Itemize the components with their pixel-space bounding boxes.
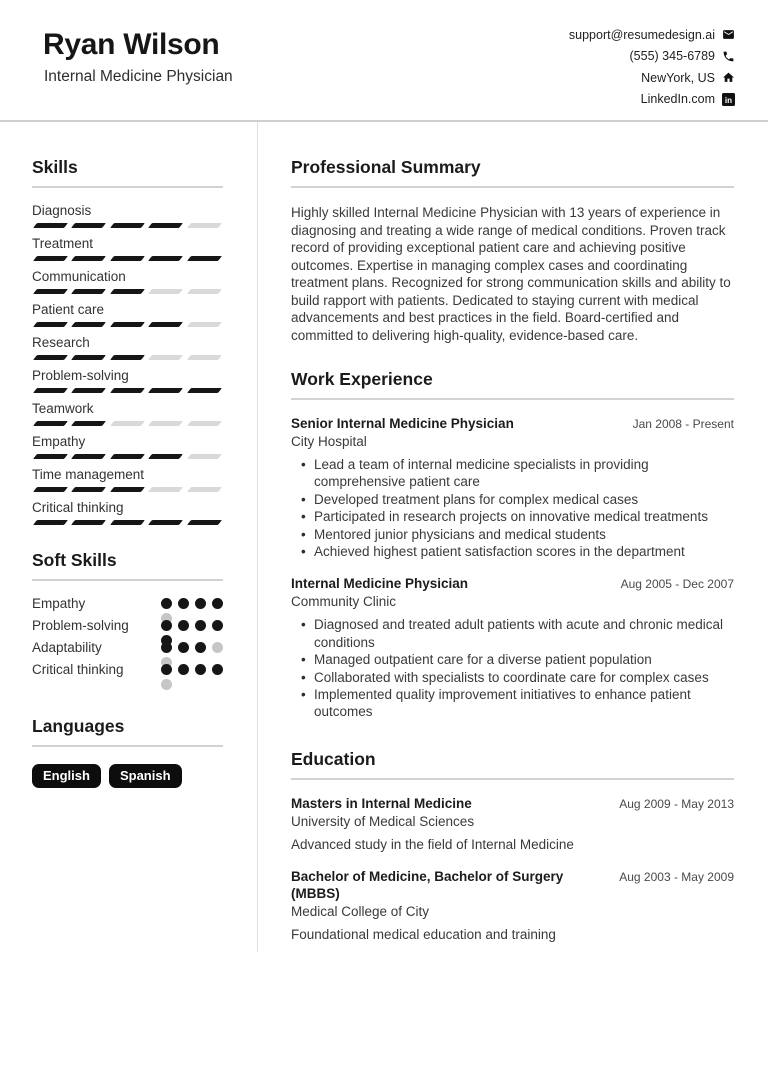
experience-section xyxy=(291,370,734,721)
skill-bar-segment xyxy=(110,256,145,261)
skill-bar-segment xyxy=(110,388,145,393)
soft-skill-dot xyxy=(178,664,189,675)
skill-label: Empathy xyxy=(32,434,86,449)
skill-bar-segment xyxy=(110,487,145,492)
skill-label: Teamwork xyxy=(32,401,94,416)
languages-section xyxy=(32,717,223,788)
skill-bar-segment xyxy=(187,454,222,459)
skill-bar-segment xyxy=(110,322,145,327)
soft-skill-row xyxy=(32,661,223,683)
soft-skill-dot xyxy=(212,664,223,675)
contact-info xyxy=(569,24,735,110)
soft-skills-heading: Soft Skills xyxy=(32,550,117,570)
skill-label: Research xyxy=(32,335,90,350)
skill-bar-segment xyxy=(33,487,68,492)
job-bullet xyxy=(291,651,734,668)
soft-skill-label: Critical thinking xyxy=(32,662,124,677)
soft-skills-list xyxy=(32,595,223,683)
skill-bar-segment xyxy=(148,487,183,492)
job-bullet xyxy=(291,456,734,491)
skill-bar-segment xyxy=(110,355,145,360)
skill-bar-segment xyxy=(148,421,183,426)
skill-bar-segment xyxy=(71,256,106,261)
skill-bar-segment xyxy=(187,322,222,327)
skill-bar-segment xyxy=(187,520,222,525)
sidebar xyxy=(0,122,258,952)
languages-heading: Languages xyxy=(32,716,125,736)
skill-bar-segment xyxy=(148,520,183,525)
skill-label: Diagnosis xyxy=(32,203,92,218)
content-columns xyxy=(0,122,768,952)
summary-text: Highly skilled Internal Medicine Physician with 13 years of experience in diagnosing and treating a wide range of medical conditions. Proven track record of providing exceptional patient care and achieving positive outcomes. Expertise in managing complex cases and coordinating treatment plans. Recognized for strong communication skills and ability to build rapport with patients. Dedicated to staying current with medical advancements and best practices in the field. Board-certified and committed to delivering high-quality, evidence-based care. xyxy=(291,205,731,343)
soft-skill-label: Problem-solving xyxy=(32,618,129,633)
job-bullet-text: • Achieved highest patient satisfaction scores in the department xyxy=(314,544,685,560)
skill-bar-segment xyxy=(33,322,68,327)
job-entry xyxy=(291,575,734,720)
skill-bar-segment xyxy=(33,520,68,525)
soft-skill-dot xyxy=(178,642,189,653)
soft-skill-row xyxy=(32,617,223,639)
job-bullet-text: • Implemented quality improvement initiatives to enhance patient outcomes xyxy=(314,687,691,720)
degree-dates: Aug 2003 - May 2009 xyxy=(619,869,734,884)
skill-item xyxy=(32,335,223,360)
skill-item xyxy=(32,203,223,228)
skill-item xyxy=(32,401,223,426)
section-divider xyxy=(291,398,734,400)
section-divider xyxy=(291,186,734,188)
job-bullet xyxy=(291,491,734,508)
skill-bar-segment xyxy=(148,355,183,360)
soft-skill-dot xyxy=(161,598,172,609)
contact-text: support@resumedesign.ai xyxy=(568,27,715,42)
job-list xyxy=(291,415,734,721)
degree-entry xyxy=(291,795,734,853)
soft-skill-dot xyxy=(161,679,172,690)
resume-header xyxy=(0,0,768,122)
skill-bar xyxy=(32,355,223,360)
job-title: Internal Medicine Physician xyxy=(291,576,469,592)
job-bullet xyxy=(291,616,734,651)
job-bullet xyxy=(291,543,734,560)
skill-item xyxy=(32,434,223,459)
degree-header xyxy=(291,795,734,812)
skill-bar-segment xyxy=(148,322,183,327)
language-pill: Spanish xyxy=(109,764,182,788)
job-header xyxy=(291,415,734,432)
section-divider xyxy=(32,745,223,747)
soft-skill-dot xyxy=(195,664,206,675)
degree-description: Foundational medical education and training xyxy=(291,926,556,942)
skill-bar-segment xyxy=(187,223,222,228)
skill-item xyxy=(32,269,223,294)
skills-list xyxy=(32,203,223,525)
envelope-icon xyxy=(722,28,735,41)
skill-bar-segment xyxy=(110,520,145,525)
skill-bar-segment xyxy=(33,223,68,228)
job-dates: Jan 2008 - Present xyxy=(632,417,734,431)
degree-entry xyxy=(291,868,734,943)
skill-label: Patient care xyxy=(32,302,105,317)
contact-text: LinkedIn.com xyxy=(640,92,715,107)
degree-description: Advanced study in the field of Internal Medicine xyxy=(291,836,574,852)
candidate-job-title: Internal Medicine Physician xyxy=(44,68,233,85)
soft-skill-dot xyxy=(195,620,206,631)
job-bullet xyxy=(291,526,734,543)
contact-text: (555) 345-6789 xyxy=(629,49,715,64)
soft-skill-dot xyxy=(212,642,223,653)
skill-bar-segment xyxy=(187,421,222,426)
job-bullet-text: • Lead a team of internal medicine specialists in providing comprehensive patient care xyxy=(314,457,649,490)
job-dates: Aug 2005 - Dec 2007 xyxy=(620,577,734,592)
skill-bar-segment xyxy=(33,355,68,360)
skill-bar-segment xyxy=(110,223,145,228)
soft-skill-row xyxy=(32,639,223,661)
job-bullet-text: • Collaborated with specialists to coordinate care for complex cases xyxy=(314,669,709,685)
soft-skills-section xyxy=(32,551,223,683)
skill-item xyxy=(32,467,223,492)
skill-bar-segment xyxy=(71,421,106,426)
skill-bar xyxy=(32,421,223,426)
contact-row xyxy=(569,24,735,46)
skill-bar-segment xyxy=(33,289,68,294)
soft-skill-row xyxy=(32,595,223,617)
education-section xyxy=(291,750,734,943)
contact-row xyxy=(569,89,735,111)
skill-bar xyxy=(32,223,223,228)
skill-bar-segment xyxy=(148,454,183,459)
skill-bar-segment xyxy=(71,355,106,360)
education-heading: Education xyxy=(291,748,376,769)
job-bullet-text: • Mentored junior physicians and medical students xyxy=(314,526,606,542)
job-bullet-text: • Developed treatment plans for complex medical cases xyxy=(314,491,639,507)
skill-label: Time management xyxy=(32,467,145,482)
skill-bar-segment xyxy=(187,388,222,393)
skill-bar-segment xyxy=(110,421,145,426)
skill-bar-segment xyxy=(71,289,106,294)
home-icon xyxy=(722,71,735,84)
soft-skill-dot xyxy=(212,598,223,609)
summary-heading: Professional Summary xyxy=(291,157,481,177)
soft-skill-dot xyxy=(161,642,172,653)
job-title: Senior Internal Medicine Physician xyxy=(291,416,514,431)
degree-header xyxy=(291,868,734,902)
section-divider xyxy=(291,778,734,780)
skill-bar-segment xyxy=(33,388,68,393)
skill-bar xyxy=(32,520,223,525)
skill-bar-segment xyxy=(148,289,183,294)
skill-label: Treatment xyxy=(32,236,94,251)
soft-skill-dot xyxy=(195,598,206,609)
skill-bar-segment xyxy=(71,322,106,327)
skill-bar xyxy=(32,322,223,327)
skills-heading: Skills xyxy=(32,157,78,177)
soft-skill-dots xyxy=(161,664,223,690)
soft-skill-label: Adaptability xyxy=(32,640,102,655)
svg-text:in: in xyxy=(724,95,733,105)
soft-skill-dot xyxy=(212,620,223,631)
job-bullet xyxy=(291,669,734,686)
soft-skill-dot xyxy=(195,642,206,653)
language-pill: English xyxy=(32,764,101,788)
job-entry xyxy=(291,415,734,560)
skill-bar-segment xyxy=(187,355,222,360)
soft-skill-dot xyxy=(178,598,189,609)
skill-bar xyxy=(32,487,223,492)
skill-bar-segment xyxy=(71,454,106,459)
job-bullets xyxy=(291,456,734,560)
job-header xyxy=(291,575,734,592)
skill-bar xyxy=(32,454,223,459)
skill-bar-segment xyxy=(148,388,183,393)
section-divider xyxy=(32,579,223,581)
job-bullet xyxy=(291,686,734,721)
skill-item xyxy=(32,500,223,525)
degree-school: University of Medical Sciences xyxy=(291,813,475,829)
job-bullets xyxy=(291,616,734,720)
summary-section xyxy=(291,158,734,344)
language-pills xyxy=(32,764,223,788)
job-bullet-text: • Participated in research projects on innovative medical treatments xyxy=(314,509,708,525)
job-company: Community Clinic xyxy=(291,594,397,610)
experience-heading: Work Experience xyxy=(291,369,433,389)
candidate-name: Ryan Wilson xyxy=(43,28,220,61)
skill-bar-segment xyxy=(33,421,68,426)
skill-item xyxy=(32,302,223,327)
section-divider xyxy=(32,186,223,188)
skill-bar xyxy=(32,388,223,393)
skill-label: Problem-solving xyxy=(32,368,129,383)
skill-bar-segment xyxy=(187,487,222,492)
contact-row xyxy=(569,67,735,89)
skill-bar-segment xyxy=(33,256,68,261)
degree-title: Bachelor of Medicine, Bachelor of Surgery (MBBS) xyxy=(291,868,564,901)
degree-dates: Aug 2009 - May 2013 xyxy=(619,796,734,811)
skill-bar xyxy=(32,256,223,261)
main-column xyxy=(258,122,768,952)
soft-skill-dot xyxy=(161,620,172,631)
skill-bar-segment xyxy=(33,454,68,459)
phone-icon xyxy=(722,50,735,63)
degree-list xyxy=(291,795,734,943)
degree-title: Masters in Internal Medicine xyxy=(291,795,472,811)
job-bullet-text: • Managed outpatient care for a diverse patient population xyxy=(314,652,652,668)
skill-bar-segment xyxy=(148,223,183,228)
soft-skill-dot xyxy=(178,620,189,631)
soft-skill-dot xyxy=(161,664,172,675)
contact-text: NewYork, US xyxy=(641,70,715,85)
skill-bar-segment xyxy=(187,256,222,261)
skill-item xyxy=(32,236,223,261)
skill-label: Critical thinking xyxy=(32,500,124,515)
soft-skill-label: Empathy xyxy=(32,596,86,611)
skill-bar-segment xyxy=(110,289,145,294)
skill-label: Communication xyxy=(32,269,126,284)
skill-bar-segment xyxy=(110,454,145,459)
skill-bar-segment xyxy=(148,256,183,261)
degree-school: Medical College of City xyxy=(291,903,430,919)
skill-bar-segment xyxy=(71,388,106,393)
job-bullet xyxy=(291,508,734,525)
skills-section xyxy=(32,158,223,525)
contact-row xyxy=(569,46,735,68)
skill-bar-segment xyxy=(71,520,106,525)
skill-bar-segment xyxy=(187,289,222,294)
skill-bar xyxy=(32,289,223,294)
linkedin-icon xyxy=(722,93,735,106)
job-bullet-text: • Diagnosed and treated adult patients with acute and chronic medical conditions xyxy=(314,617,724,650)
skill-item xyxy=(32,368,223,393)
skill-bar-segment xyxy=(71,223,106,228)
job-company: City Hospital xyxy=(291,434,367,449)
skill-bar-segment xyxy=(71,487,106,492)
